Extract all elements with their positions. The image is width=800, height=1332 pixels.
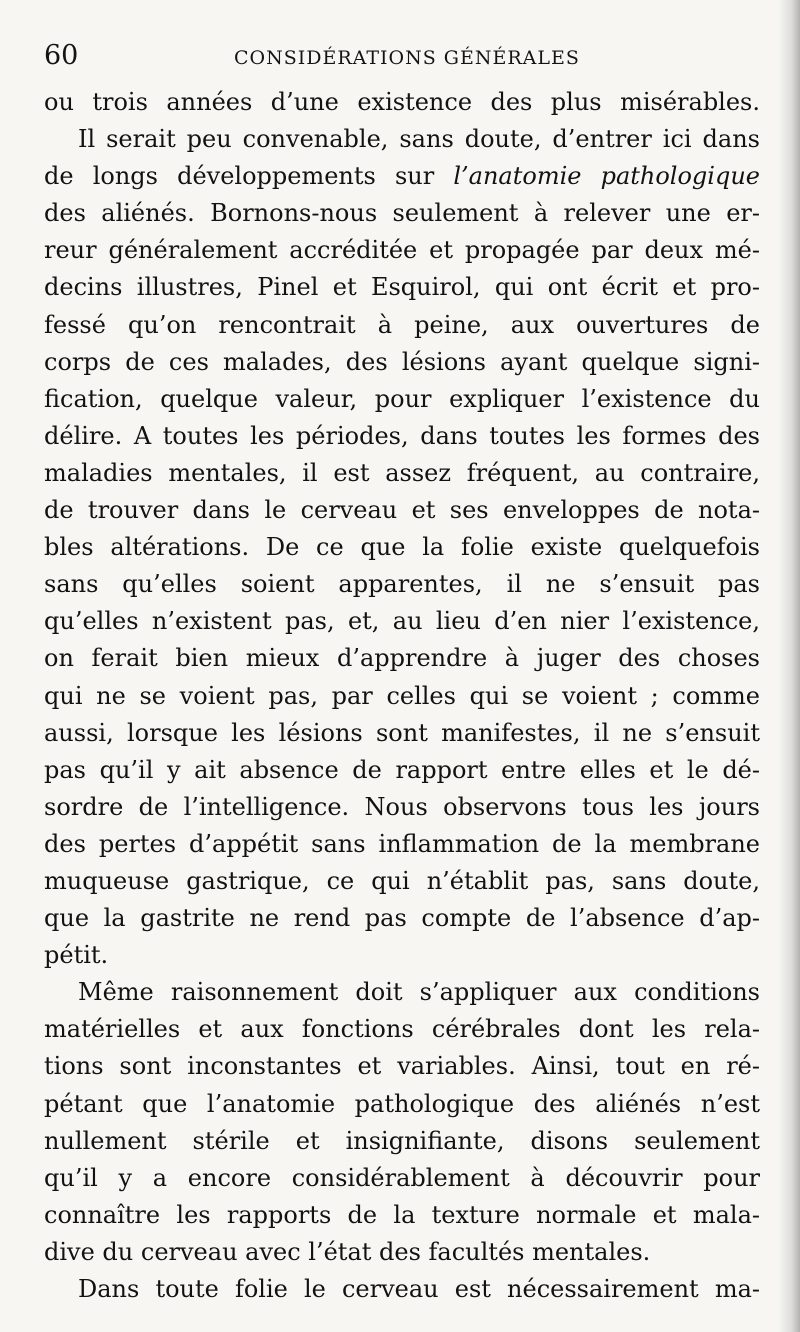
text-line: sordre de l’intelligence. Nous observons tous les jours: [44, 792, 760, 821]
body-text: [44, 84, 760, 1308]
text-line: pas qu’il y ait absence de rapport entre elles et le dé-: [44, 755, 760, 784]
text-line: pétit.: [44, 941, 109, 970]
text-line: Il serait peu convenable, sans doute, d’entrer ici dans: [78, 125, 760, 154]
italic-term: l’anatomie pathologique: [453, 162, 760, 191]
text-line: [44, 158, 760, 195]
text-line: muqueuse gastrique, ce qui n’établit pas, sans doute,: [44, 866, 760, 895]
text-line: pétant que l’anatomie pathologique des aliénés n’est: [44, 1089, 760, 1118]
text-line: reur généralement accréditée et propagée par deux mé-: [44, 236, 760, 265]
text-line: de trouver dans le cerveau et ses enveloppes de nota-: [44, 496, 760, 525]
text-line: qu’elles n’existent pas, et, au lieu d’en nier l’existence,: [44, 607, 760, 636]
text-line: ou trois années d’une existence des plus misérables.: [44, 88, 760, 116]
text-segment: de longs développements sur: [44, 162, 454, 191]
text-line: aussi, lorsque les lésions sont manifestes, il ne s’ensuit: [44, 718, 760, 747]
text-line: Même raisonnement doit s’appliquer aux conditions: [78, 978, 760, 1007]
text-line: fessé qu’on rencontrait à peine, aux ouvertures de: [44, 310, 760, 339]
text-line: qu’il y a encore considérablement à découvrir pour: [44, 1163, 760, 1192]
page-header: [44, 40, 756, 80]
text-line: des pertes d’appétit sans inflammation de la membrane: [44, 829, 760, 858]
text-line: matérielles et aux fonctions cérébrales dont les rela-: [44, 1015, 760, 1044]
text-line: dive du cerveau avec l’état des facultés mentales.: [44, 1237, 651, 1266]
page-gutter-shadow: [778, 0, 800, 1332]
text-line: maladies mentales, il est assez fréquent, au contraire,: [44, 458, 760, 487]
text-line: qui ne se voient pas, par celles qui se voient ; comme: [44, 681, 760, 710]
page-number: 60: [44, 40, 79, 71]
text-line: connaître les rapports de la texture normale et mala-: [44, 1200, 760, 1229]
text-line: nullement stérile et insignifiante, disons seulement: [44, 1126, 760, 1155]
text-line: Dans toute folie le cerveau est nécessairement ma-: [78, 1275, 760, 1303]
text-line: fication, quelque valeur, pour expliquer l’existence du: [44, 384, 760, 413]
running-head: CONSIDÉRATIONS GÉNÉRALES: [234, 47, 580, 69]
text-line: délire. A toutes les périodes, dans toutes les formes des: [44, 421, 760, 450]
text-line: on ferait bien mieux d’apprendre à juger des choses: [44, 644, 760, 673]
text-line: des aliénés. Bornons-nous seulement à relever une er-: [44, 199, 760, 228]
text-line: decins illustres, Pinel et Esquirol, qui ont écrit et pro-: [44, 273, 760, 302]
text-line: sans qu’elles soient apparentes, il ne s’ensuit pas: [44, 570, 760, 599]
text-line: corps de ces malades, des lésions ayant quelque signi-: [44, 347, 760, 376]
text-line: bles altérations. De ce que la folie existe quelquefois: [44, 533, 760, 562]
text-line: tions sont inconstantes et variables. Ainsi, tout en ré-: [44, 1052, 760, 1081]
text-line: que la gastrite ne rend pas compte de l’absence d’ap-: [44, 904, 760, 933]
